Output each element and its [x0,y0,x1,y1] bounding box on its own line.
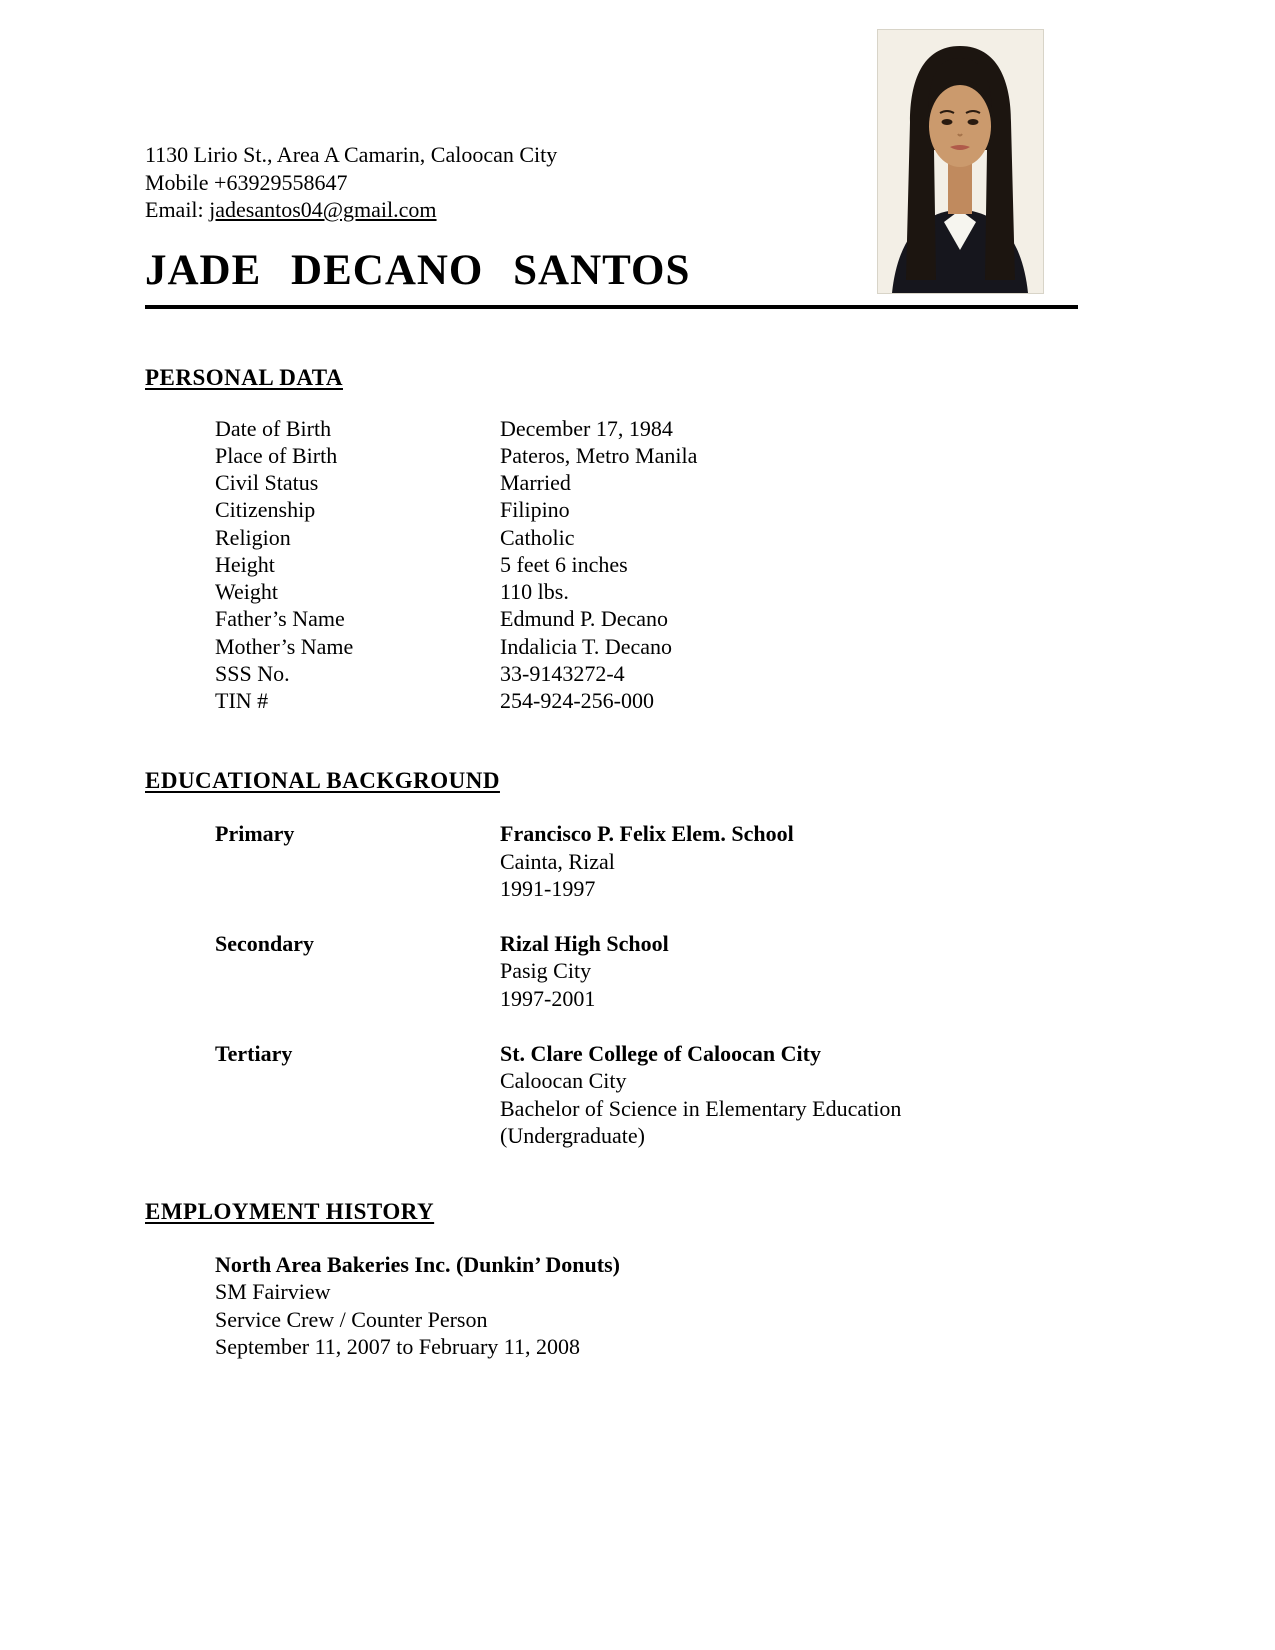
school-years: 1997-2001 [500,985,596,1011]
school-name: Francisco P. Felix Elem. School [500,821,794,847]
personal-data-row [215,442,1145,469]
company-name: North Area Bakeries Inc. (Dunkin’ Donuts) [215,1252,620,1278]
field-label: Civil Status [215,470,319,496]
degree-status: (Undergraduate) [500,1122,645,1148]
field-value: Edmund P. Decano [500,606,669,632]
education-section [145,768,1145,1149]
personal-data-row [215,605,1145,632]
education-details [500,930,669,1012]
education-details [500,1040,901,1149]
job-title: Service Crew / Counter Person [215,1306,488,1332]
field-label: Citizenship [215,497,316,523]
school-location: Pasig City [500,958,592,984]
header-divider [145,305,1078,309]
employment-section [145,1199,1145,1360]
school-location: Cainta, Rizal [500,848,615,874]
field-value: Indalicia T. Decano [500,633,673,659]
email-label: Email: [145,197,210,222]
field-label: Height [215,551,275,577]
field-label: SSS No. [215,660,290,686]
education-entry [215,820,1145,902]
personal-data-row [215,524,1145,551]
education-level: Secondary [215,931,314,957]
field-value: Catholic [500,524,575,550]
school-years: 1991-1997 [500,875,596,901]
personal-data-row [215,660,1145,687]
field-label: Father’s Name [215,606,345,632]
address-line: 1130 Lirio St., Area A Camarin, Caloocan City [145,142,558,167]
education-level: Tertiary [215,1041,293,1067]
field-label: Mother’s Name [215,633,354,659]
education-details [500,820,794,902]
field-value: 110 lbs. [500,579,569,605]
personal-data-row [215,578,1145,605]
person-name: JADE DECANO SANTOS [145,246,691,294]
field-label: Place of Birth [215,442,338,468]
education-entry [215,930,1145,1012]
field-label: Date of Birth [215,415,332,441]
field-value: Pateros, Metro Manila [500,442,698,468]
field-value: Married [500,470,571,496]
education-entry [215,1040,1145,1149]
field-value: 254-924-256-000 [500,688,654,714]
field-value: 5 feet 6 inches [500,551,628,577]
education-level: Primary [215,821,295,847]
mobile-line: Mobile +63929558647 [145,169,348,195]
field-value: December 17, 1984 [500,415,673,441]
field-label: Religion [215,524,291,550]
personal-data-section [145,365,1145,715]
personal-data-rows [215,415,1145,715]
school-name: Rizal High School [500,931,669,957]
id-photo [878,30,1043,293]
field-label: TIN # [215,688,269,714]
school-name: St. Clare College of Caloocan City [500,1041,821,1067]
id-photo-graphic [878,30,1043,293]
personal-data-row [215,469,1145,496]
email-link[interactable]: jadesantos04@gmail.com [209,197,437,222]
field-label: Weight [215,579,278,605]
company-location: SM Fairview [215,1279,331,1305]
education-title: EDUCATIONAL BACKGROUND [145,768,500,794]
personal-data-row [215,633,1145,660]
employment-title: EMPLOYMENT HISTORY [145,1199,435,1225]
employment-dates: September 11, 2007 to February 11, 2008 [215,1333,580,1359]
school-location: Caloocan City [500,1068,627,1094]
personal-data-row [215,496,1145,523]
education-entries [215,820,1145,1149]
personal-data-row [215,687,1145,714]
personal-data-row [215,415,1145,442]
employment-entries [215,1251,1145,1360]
degree-line: Bachelor of Science in Elementary Education [500,1095,902,1121]
field-value: 33-9143272-4 [500,660,625,686]
personal-data-row [215,551,1145,578]
employment-entry [215,1251,1145,1360]
field-value: Filipino [500,497,570,523]
personal-data-title: PERSONAL DATA [145,364,343,390]
